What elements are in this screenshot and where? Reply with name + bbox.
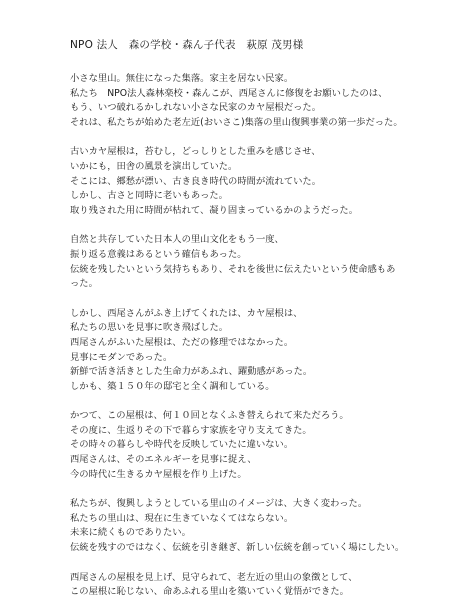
- text-line: しかも、築１５０年の邸宅と全く調和している。: [70, 380, 275, 392]
- text-line: 西尾さんがふいた屋根は、ただの修理ではなかった。: [70, 336, 294, 348]
- text-line: 古いカヤ屋根は，苔むし，どっしりとした重みを感じさせ、: [70, 146, 321, 158]
- paragraph: [70, 497, 450, 555]
- text-line: いかにも，田舎の風景を演出していた。: [70, 160, 238, 172]
- text-line: 西尾さんは、そのエネルギーを見事に捉え、: [70, 454, 257, 466]
- text-line: 伝統を残すのではなく、伝統を引き継ぎ、新しい伝統を創っていく場にしたい。: [70, 542, 405, 554]
- text-line: そこには、郷愁が漂い、古き良き時代の時間が流れていた。: [70, 175, 322, 187]
- text-line: もう、いつ破れるかしれない小さな民家のカヤ屋根だった。: [70, 102, 322, 114]
- text-line: った。: [70, 278, 98, 290]
- text-line: 振り返る意義はあるという確信もあった。: [70, 248, 247, 260]
- paragraph: [70, 233, 450, 291]
- text-line: 私たちの思いを見事に吹き飛ばした。: [70, 322, 229, 334]
- text-line: その度に、生返りその下で暮らす家族を守り支えてきた。: [70, 424, 312, 436]
- text-line: 新鮮で活き活きとした生命力があふれ、躍動感があった。: [70, 366, 313, 378]
- text-line: 自然と共存していた日本人の里山文化をもう一度、: [70, 234, 284, 246]
- text-line: 見事にモダンであった。: [70, 351, 173, 363]
- text-line: 伝統を残したいという気持ちもあり、それを後世に伝えたいという使命感もあ: [70, 263, 396, 275]
- text-line: 今の時代に生きるカヤ屋根を作り上げた。: [70, 468, 247, 480]
- text-line: 私たちの里山は、現在に生きていなくてはならない。: [70, 512, 294, 524]
- text-line: それは、私たちが始めた老左近(おいさこ)集落の里山復興事業の第一歩だった。: [70, 116, 403, 128]
- paragraph: [70, 307, 450, 395]
- text-line: かつて、この屋根は、何１０回となくふき替えられて来ただろう。: [70, 410, 349, 422]
- text-line: 西尾さんの屋根を見上げ、見守られて、老左近の里山の象徴として、: [70, 571, 358, 583]
- paragraph: [70, 571, 450, 600]
- text-line: この屋根に恥じない、命あふれる里山を築いていく覚悟ができた。: [70, 586, 349, 598]
- text-line: 取り残された用に時間が枯れて、凝り固まっているかのようだった。: [70, 204, 359, 216]
- document-heading: NPO 法人 森の学校・森ん子代表 萩原 茂男様: [70, 39, 304, 51]
- text-line: しかし、西尾さんがふき上げてくれたは、カヤ屋根は、: [70, 307, 303, 319]
- paragraph: [70, 72, 450, 130]
- text-line: 私たちが、復興しようとしている里山のイメージは、大きく変わった。: [70, 498, 368, 510]
- text-line: 未来に続くものでありたい。: [70, 527, 191, 539]
- paragraph: [70, 145, 450, 218]
- text-line: その時々の暮らしや時代を反映していたに違いない。: [70, 439, 294, 451]
- paragraph: [70, 409, 450, 482]
- document-body: [70, 72, 450, 615]
- text-line: 小さな里山。無住になった集落。家主を居ない民家。: [70, 73, 294, 84]
- text-line: 私たち NPO法人森林楽校・森んこが、西尾さんに修復をお願いしたのは、: [70, 87, 388, 99]
- text-line: しかし、古さと同時に老いもあった。: [70, 190, 228, 202]
